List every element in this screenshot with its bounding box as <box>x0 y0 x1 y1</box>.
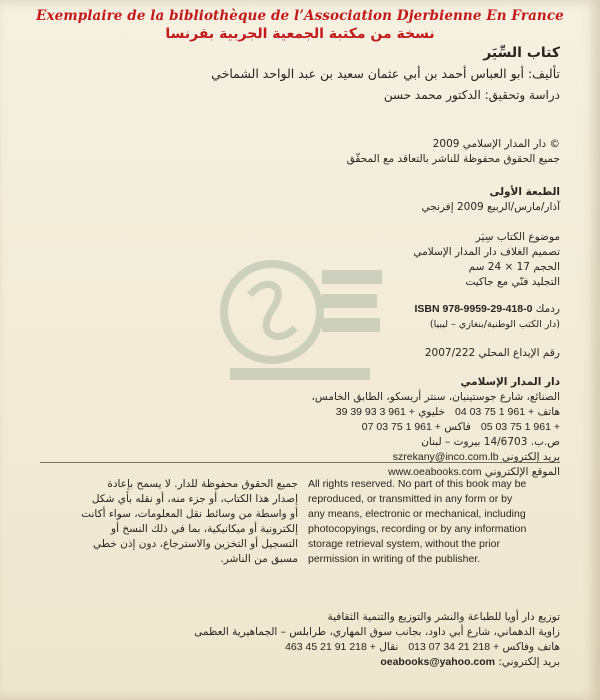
po-box: ص.ب. 14/6703 بيروت – لبنان <box>421 436 560 448</box>
english-notice-line: reproduced, or transmitted in any form or by <box>308 493 513 505</box>
distributor-mobile: 463 45 21 91 218 + <box>285 641 376 653</box>
distributor-section <box>194 610 560 670</box>
library-stamp-french: Exemplaire de la bibliothèque de l’Association Djerbienne En France <box>36 8 564 24</box>
copyright-line: © دار المدار الإسلامي 2009 <box>432 138 560 150</box>
book-subject: موضوع الكتاب سِيَر <box>475 231 560 243</box>
arabic-notice-line: التسجيل أو التخزين والاسترجاع، دون إذن خطي <box>92 538 298 550</box>
website-label: الموقع الإلكتروني <box>484 466 560 478</box>
english-notice-line: All rights reserved. No part of this book may be <box>308 478 527 490</box>
publisher-name: دار المدار الإسلامي <box>460 376 560 388</box>
english-notice-line: permission in writing of the publisher. <box>308 553 481 565</box>
english-notice-line: storage retrieval system, without the prior <box>308 538 500 550</box>
edition-label: الطبعة الأولى <box>489 186 560 198</box>
book-binding: التجليد فنّي مع جاكيت <box>465 276 560 288</box>
distributor-mobile-label: نقال <box>379 641 399 653</box>
edition-section <box>421 185 560 215</box>
copyright-section <box>347 137 560 167</box>
publisher-website[interactable]: www.oeabooks.com <box>388 466 482 478</box>
arabic-notice-line: إصدار هذا الكتاب، أو جزء منه، أو نقله بأي شكل <box>91 493 298 505</box>
book-editor: دراسة وتحقيق: الدكتور محمد حسن <box>383 88 560 102</box>
mobile-label: خليوي <box>418 406 445 418</box>
publisher-email[interactable]: szrekany@inco.com.lb <box>392 451 499 463</box>
library-stamp <box>0 8 600 42</box>
distributor-address: زاوية الدهماني، شارع أبي داود، بجانب سوق المهاري، طرابلس – الجماهيرية العظمى <box>194 626 560 638</box>
arabic-rights-notice <box>42 477 298 567</box>
book-size: الحجم 17 × 24 سم <box>468 261 560 273</box>
english-rights-notice <box>308 477 543 567</box>
publisher-address: الصنائع، شارع جوستينيان، سنتر أريسكو، الطابق الخامس، <box>311 391 560 403</box>
phone-number: 04 03 75 1 961 + <box>455 406 535 418</box>
email-label: بريد إلكتروني <box>501 451 560 463</box>
fax-label: فاكس <box>444 421 471 433</box>
publisher-section <box>312 375 560 480</box>
mobile-number: 39 39 93 3 961 + <box>335 406 415 418</box>
isbn-section <box>415 302 560 332</box>
english-notice-line: photocopyings, recording or by any information <box>308 523 527 535</box>
phone-label: هاتف <box>537 406 560 418</box>
book-title: كتاب السِّيَر <box>483 45 560 61</box>
library-stamp-arabic: نسخة من مكتبة الجمعية الجربية بفرنسا <box>165 26 435 42</box>
arabic-notice-line: إلكترونية أو ميكانيكية، بما في ذلك النسخ أو <box>111 523 298 535</box>
english-notice-line: any means, electronic or mechanical, including <box>308 508 526 520</box>
edition-date: آذار/مارس/الربيع 2009 إفرنجي <box>421 201 560 213</box>
book-author: تأليف: أبو العباس أحمد بن أبي عثمان سعيد بن عبد الواحد الشماخي <box>211 66 560 81</box>
distributor-phone-label: هاتف وفاكس <box>502 641 560 653</box>
distributor-name: توزيع دار أويا للطباعة والنشر والتوزيع والتنمية الثقافية <box>327 611 560 623</box>
fax-number: 07 03 75 1 961 + <box>361 421 441 433</box>
distributor-phone: 013 07 34 21 218 + <box>408 641 500 653</box>
arabic-notice-line: مسبق من الناشر. <box>220 553 298 565</box>
book-details <box>413 230 560 290</box>
legal-deposit: رقم الإيداع المحلي 2007/222 <box>424 347 560 359</box>
arabic-notice-line: أو واسطة من وسائط نقل المعلومات، سواء أكانت <box>81 508 298 520</box>
rights-reserved-line: جميع الحقوق محفوظة للناشر بالتعاقد مع المحقّق <box>346 153 560 165</box>
isbn-value: ISBN 978-9959-29-418-0 <box>414 303 533 315</box>
phone-number-2: 05 03 75 1 961 + <box>480 421 560 433</box>
arabic-notice-line: جميع الحقوق محفوظة للدار. لا يسمح بإعادة <box>107 478 298 490</box>
section-divider <box>40 462 560 463</box>
distributor-email[interactable]: oeabooks@yahoo.com <box>380 656 495 668</box>
isbn-library: (دار الكتب الوطنية/بنغازي – ليبيا) <box>429 319 560 330</box>
cover-design: تصميم الغلاف دار المدار الإسلامي <box>413 246 560 258</box>
distributor-email-label: بريد إلكتروني: <box>498 656 560 668</box>
isbn-label: ردمك <box>535 303 560 315</box>
